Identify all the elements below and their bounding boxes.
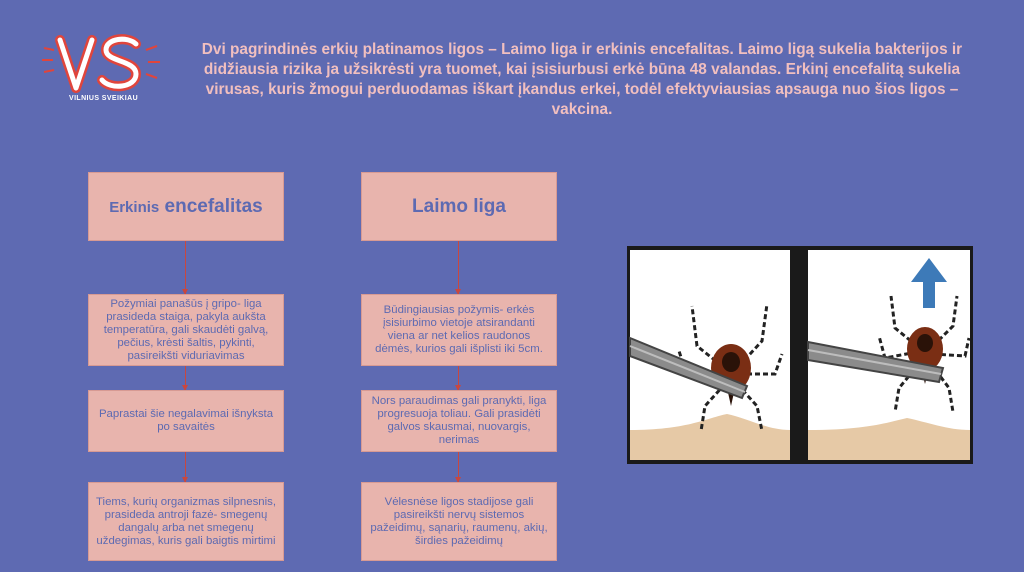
lyme-symptom-box: Būdingiausias požymis- erkės įsisiurbimo vietoje atsirandanti viena ar net kelios raudonos dėmės, kurios gali išplisti iki 5cm. <box>361 294 557 366</box>
connector-arrow <box>458 366 459 390</box>
lyme-title-box: Laimo liga <box>361 172 557 241</box>
connector-arrow <box>458 241 459 294</box>
encephalitis-title-box <box>88 172 284 241</box>
intro-text: Dvi pagrindinės erkių platinamos ligos – Laimo liga ir erkinis encefalitas. Laimo ligą sukelia bakterijos ir didžiausia rizika ja užsikrėsti yra tuomet, kai įsisiurbusi erkė būna 48 valandas. Erkinį encefalitą sukelia virusas, kuris žmogui perduodamas iškart įkandus erkei, todėl efektyviausias apsauga nuo šios ligos – vakcina. <box>201 41 963 118</box>
encephalitis-recovery-box: Paprastai šie negalavimai išnyksta po savaitės <box>88 390 284 452</box>
lyme-progression-box: Nors paraudimas gali pranykti, liga progresuoja toliau. Gali prasidėti galvos skausmai, nuovargis, nerimas <box>361 390 557 452</box>
logo-caption: VILNIUS SVEIKIAU <box>69 95 139 102</box>
connector-arrow <box>458 452 459 482</box>
encephalitis-title: Erkinis encefalitas <box>109 195 263 217</box>
lyme-late-stage-box: Vėlesnėse ligos stadijose gali pasireikšti nervų sistemos pažeidimų, sąnarių, raumenų, akių, širdies pažeidimų <box>361 482 557 561</box>
encephalitis-complication-box: Tiems, kurių organizmas silpnesnis, prasideda antroji fazė- smegenų dangalų arba net smegenų uždegimas, kuris gali baigtis mirtimi <box>88 482 284 561</box>
encephalitis-symptoms-box: Požymiai panašūs į gripo- liga prasideda staiga, pakyla aukšta temperatūra, gali skaudėti galvą, pečius, krėsti šaltis, pykinti, pasireikšti viduriavimas <box>88 294 284 366</box>
tick-grasped-panel <box>630 250 790 460</box>
connector-arrow <box>185 452 186 482</box>
connector-arrow <box>185 241 186 294</box>
connector-arrow <box>185 366 186 390</box>
tick-removal-illustration <box>627 246 973 464</box>
tick-pulled-panel <box>808 250 970 460</box>
